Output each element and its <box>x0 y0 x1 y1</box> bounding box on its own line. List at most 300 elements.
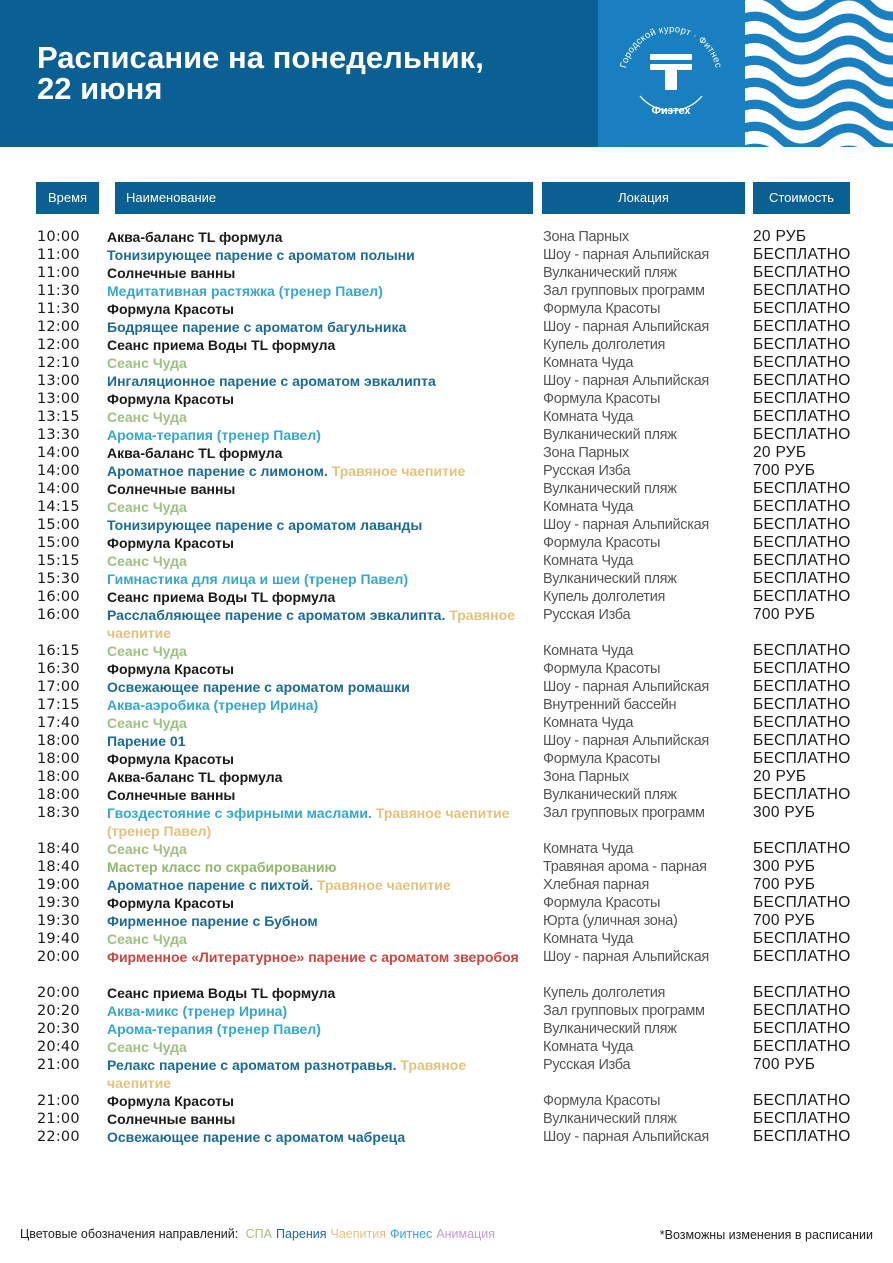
row-cost: БЕСПЛАТНО <box>753 588 851 605</box>
row-location: Формула Красоты <box>543 895 661 911</box>
row-cost: 700 РУБ <box>753 876 816 893</box>
column-header-cost: Стоимость <box>753 182 850 214</box>
row-name <box>107 264 532 282</box>
row-name <box>107 930 532 948</box>
row-name <box>107 480 532 498</box>
row-name <box>107 498 532 516</box>
row-time: 17:15 <box>37 697 80 713</box>
schedule-row <box>0 894 893 912</box>
row-time: 17:00 <box>37 679 80 695</box>
row-cost: БЕСПЛАТНО <box>753 1020 851 1037</box>
row-name-part: Сеанс приема Воды TL формула <box>107 985 336 1001</box>
row-time: 18:00 <box>37 769 80 785</box>
row-time: 15:00 <box>37 535 80 551</box>
row-cost: БЕСПЛАТНО <box>753 516 851 533</box>
schedule-row <box>0 1020 893 1038</box>
row-name <box>107 444 532 462</box>
row-time: 14:00 <box>37 481 80 497</box>
row-time: 13:00 <box>37 373 80 389</box>
row-location: Зал групповых программ <box>543 1003 705 1019</box>
schedule-row <box>0 408 893 426</box>
schedule-row <box>0 930 893 948</box>
row-cost: 20 РУБ <box>753 768 807 785</box>
row-location: Русская Изба <box>543 607 631 623</box>
title-line-1: Расписание на понедельник, <box>37 40 484 75</box>
row-cost: БЕСПЛАТНО <box>753 534 851 551</box>
row-time: 20:30 <box>37 1021 80 1037</box>
row-name <box>107 732 532 750</box>
row-location: Русская Изба <box>543 1057 631 1073</box>
row-time: 13:00 <box>37 391 80 407</box>
schedule-row <box>0 696 893 714</box>
row-name-part: Солнечные ванны <box>107 265 236 281</box>
logo-bottom-text: Физтех <box>651 105 691 117</box>
row-cost: БЕСПЛАТНО <box>753 354 851 371</box>
schedule-row <box>0 480 893 498</box>
changes-note: *Возможны изменения в расписании <box>659 1228 873 1242</box>
row-name-part: Парение 01 <box>107 733 186 749</box>
legend-item: Фитнес <box>389 1227 433 1241</box>
row-cost: БЕСПЛАТНО <box>753 840 851 857</box>
row-location: Комната Чуда <box>543 553 634 569</box>
row-name-part: Аква-микс (тренер Ирина) <box>107 1003 288 1019</box>
row-name <box>107 858 532 876</box>
schedule-row <box>0 768 893 786</box>
row-name <box>107 588 532 606</box>
row-location: Шоу - парная Альпийская <box>543 1129 709 1145</box>
row-location: Формула Красоты <box>543 1093 661 1109</box>
schedule-row <box>0 264 893 282</box>
row-name <box>107 282 532 300</box>
row-name-part: Релакс парение с ароматом разнотравья. <box>107 1057 401 1073</box>
row-name <box>107 840 532 858</box>
row-time: 11:30 <box>37 301 80 317</box>
row-name <box>107 894 532 912</box>
row-location: Зона Парных <box>543 769 629 785</box>
row-time: 18:00 <box>37 787 80 803</box>
row-location: Вулканический пляж <box>543 427 677 443</box>
schedule-row <box>0 804 893 840</box>
row-cost: БЕСПЛАТНО <box>753 930 851 947</box>
schedule-row <box>0 246 893 264</box>
row-name <box>107 606 532 642</box>
schedule-row <box>0 606 893 642</box>
row-name <box>107 984 532 1002</box>
row-location: Вулканический пляж <box>543 1021 677 1037</box>
row-name <box>107 354 532 372</box>
row-name <box>107 768 532 786</box>
row-location: Комната Чуда <box>543 499 634 515</box>
row-name-part: Аква-баланс TL формула <box>107 229 283 245</box>
row-name-part: Формула Красоты <box>107 301 234 317</box>
schedule-row <box>0 462 893 480</box>
row-time: 13:15 <box>37 409 80 425</box>
row-name <box>107 570 532 588</box>
row-location: Шоу - парная Альпийская <box>543 679 709 695</box>
row-location: Шоу - парная Альпийская <box>543 319 709 335</box>
row-cost: БЕСПЛАТНО <box>753 1092 851 1109</box>
schedule-row <box>0 660 893 678</box>
row-cost: БЕСПЛАТНО <box>753 318 851 335</box>
row-name-part: Солнечные ванны <box>107 1111 236 1127</box>
schedule-row <box>0 750 893 768</box>
legend-label: Цветовые обозначения направлений: <box>20 1227 239 1241</box>
schedule-row <box>0 570 893 588</box>
row-cost: БЕСПЛАТНО <box>753 660 851 677</box>
row-name <box>107 228 532 246</box>
row-name-part: Тонизирующее парение с ароматом полыни <box>107 247 415 263</box>
schedule-list <box>0 228 893 1146</box>
schedule-row <box>0 876 893 894</box>
row-name <box>107 642 532 660</box>
row-time: 13:30 <box>37 427 80 443</box>
schedule-row <box>0 336 893 354</box>
row-name-part: Травяное чаепитие <box>331 463 466 479</box>
schedule-row <box>0 228 893 246</box>
row-time: 21:00 <box>37 1111 80 1127</box>
row-name-part: Сеанс Чуда <box>107 499 187 515</box>
row-time: 21:00 <box>37 1093 80 1109</box>
legend-item: Анимация <box>436 1227 495 1241</box>
row-name <box>107 318 532 336</box>
row-location: Вулканический пляж <box>543 1111 677 1127</box>
wave-pattern <box>745 0 893 147</box>
row-name-part: Бодрящее парение с ароматом багульника <box>107 319 407 335</box>
row-name <box>107 948 532 966</box>
row-time: 19:00 <box>37 877 80 893</box>
schedule-row <box>0 426 893 444</box>
schedule-row <box>0 1110 893 1128</box>
row-cost: БЕСПЛАТНО <box>753 642 851 659</box>
row-name <box>107 372 532 390</box>
schedule-row <box>0 282 893 300</box>
row-cost: БЕСПЛАТНО <box>753 408 851 425</box>
row-location: Шоу - парная Альпийская <box>543 733 709 749</box>
row-time: 12:10 <box>37 355 80 371</box>
row-location: Травяная арома - парная <box>543 859 707 875</box>
row-name-part: Сеанс Чуда <box>107 643 187 659</box>
row-name <box>107 1110 532 1128</box>
row-cost: БЕСПЛАТНО <box>753 1038 851 1055</box>
row-location: Формула Красоты <box>543 751 661 767</box>
row-location: Вулканический пляж <box>543 787 677 803</box>
row-name-part: Гимнастика для лица и шеи (тренер Павел) <box>107 571 409 587</box>
row-cost: БЕСПЛАТНО <box>753 894 851 911</box>
row-location: Зона Парных <box>543 445 629 461</box>
row-time: 16:30 <box>37 661 80 677</box>
schedule-row <box>0 642 893 660</box>
row-name-part: Сеанс приема Воды TL формула <box>107 589 336 605</box>
row-location: Вулканический пляж <box>543 481 677 497</box>
row-cost: БЕСПЛАТНО <box>753 246 851 263</box>
row-name <box>107 678 532 696</box>
legend-item: СПА <box>245 1227 273 1241</box>
row-location: Купель долголетия <box>543 589 666 605</box>
row-name-part: Гвоздестояние с эфирными маслами. <box>107 805 376 821</box>
row-location: Формула Красоты <box>543 661 661 677</box>
schedule-row <box>0 354 893 372</box>
color-legend <box>20 1227 503 1241</box>
row-location: Шоу - парная Альпийская <box>543 517 709 533</box>
wave-pattern-icon <box>745 0 893 147</box>
row-location: Зал групповых программ <box>543 283 705 299</box>
row-cost: БЕСПЛАТНО <box>753 336 851 353</box>
schedule-row <box>0 516 893 534</box>
row-name <box>107 912 532 930</box>
title-line-2: 22 июня <box>37 71 163 106</box>
row-location: Юрта (уличная зона) <box>543 913 678 929</box>
row-name-part: Аква-аэробика (тренер Ирина) <box>107 697 319 713</box>
row-name-part: Формула Красоты <box>107 535 234 551</box>
row-name-part: Арома-терапия (тренер Павел) <box>107 1021 321 1037</box>
row-name <box>107 408 532 426</box>
row-name-part: Ароматное парение с лимоном. <box>107 463 332 479</box>
row-name-part: Мастер класс по скрабированию <box>107 859 337 875</box>
schedule-row <box>0 1038 893 1056</box>
row-time: 16:00 <box>37 607 80 623</box>
row-cost: 20 РУБ <box>753 228 807 245</box>
row-name <box>107 1020 532 1038</box>
row-time: 14:00 <box>37 445 80 461</box>
row-name <box>107 714 532 732</box>
row-time: 20:40 <box>37 1039 80 1055</box>
schedule-row <box>0 534 893 552</box>
row-time: 11:30 <box>37 283 80 299</box>
row-cost: 300 РУБ <box>753 804 816 821</box>
row-location: Внутренний бассейн <box>543 697 677 713</box>
row-cost: 20 РУБ <box>753 444 807 461</box>
row-name-part: Сеанс Чуда <box>107 841 187 857</box>
schedule-row <box>0 444 893 462</box>
row-name <box>107 1128 532 1146</box>
row-name-part: Аква-баланс TL формула <box>107 769 283 785</box>
row-time: 10:00 <box>37 229 80 245</box>
row-name-part: Сеанс Чуда <box>107 409 187 425</box>
row-name-part: Освежающее парение с ароматом ромашки <box>107 679 410 695</box>
schedule-row <box>0 786 893 804</box>
schedule-row <box>0 840 893 858</box>
row-location: Шоу - парная Альпийская <box>543 247 709 263</box>
row-cost: 700 РУБ <box>753 606 816 623</box>
legend-item: Чаепития <box>330 1227 386 1241</box>
row-time: 12:00 <box>37 337 80 353</box>
row-time: 20:00 <box>37 985 80 1001</box>
row-name <box>107 390 532 408</box>
schedule-row <box>0 732 893 750</box>
row-location: Формула Красоты <box>543 301 661 317</box>
row-name-part: Травяное чаепитие <box>107 1057 467 1091</box>
row-time: 15:15 <box>37 553 80 569</box>
row-name <box>107 246 532 264</box>
row-time: 18:00 <box>37 751 80 767</box>
row-time: 16:15 <box>37 643 80 659</box>
schedule-row <box>0 858 893 876</box>
row-time: 22:00 <box>37 1129 80 1145</box>
row-name-part: Ароматное парение с пихтой. <box>107 877 317 893</box>
row-location: Комната Чуда <box>543 841 634 857</box>
schedule-row <box>0 984 893 1002</box>
row-name-part: Медитативная растяжка (тренер Павел) <box>107 283 383 299</box>
schedule-row <box>0 318 893 336</box>
row-cost: БЕСПЛАТНО <box>753 786 851 803</box>
schedule-row <box>0 498 893 516</box>
row-location: Вулканический пляж <box>543 265 677 281</box>
row-time: 14:15 <box>37 499 80 515</box>
header-banner <box>0 0 893 147</box>
row-name-part: Сеанс Чуда <box>107 355 187 371</box>
row-cost: БЕСПЛАТНО <box>753 552 851 569</box>
row-cost: БЕСПЛАТНО <box>753 1110 851 1127</box>
row-time: 20:20 <box>37 1003 80 1019</box>
row-cost: БЕСПЛАТНО <box>753 1002 851 1019</box>
row-time: 20:00 <box>37 949 80 965</box>
row-cost: БЕСПЛАТНО <box>753 750 851 767</box>
row-name-part: Расслабляющее парение с ароматом эвкалипта. <box>107 607 450 623</box>
row-time: 11:00 <box>37 265 80 281</box>
row-name-part: Травяное чаепитие <box>375 805 510 821</box>
schedule-row <box>0 588 893 606</box>
row-location: Зона Парных <box>543 229 629 245</box>
row-name-part: Освежающее парение с ароматом чабреца <box>107 1129 406 1145</box>
schedule-row <box>0 714 893 732</box>
row-name-part: Формула Красоты <box>107 391 234 407</box>
row-location: Комната Чуда <box>543 1039 634 1055</box>
row-cost: БЕСПЛАТНО <box>753 480 851 497</box>
logo-ring-text: Городской курорт · Фитнес <box>618 23 724 70</box>
row-cost: БЕСПЛАТНО <box>753 264 851 281</box>
row-name-part: Сеанс Чуда <box>107 931 187 947</box>
row-location: Русская Изба <box>543 463 631 479</box>
row-name-part: Сеанс приема Воды TL формула <box>107 337 336 353</box>
row-location: Купель долголетия <box>543 985 666 1001</box>
row-name-part: Формула Красоты <box>107 1093 234 1109</box>
row-time: 17:40 <box>37 715 80 731</box>
row-cost: БЕСПЛАТНО <box>753 714 851 731</box>
row-time: 11:00 <box>37 247 80 263</box>
row-name <box>107 660 532 678</box>
row-location: Формула Красоты <box>543 391 661 407</box>
row-location: Зал групповых программ <box>543 805 705 821</box>
row-name <box>107 786 532 804</box>
row-name-part: Травяное чаепитие <box>107 607 515 641</box>
row-time: 18:40 <box>37 841 80 857</box>
fiztekh-logo <box>598 0 745 147</box>
row-name <box>107 552 532 570</box>
row-time: 15:30 <box>37 571 80 587</box>
row-time: 14:00 <box>37 463 80 479</box>
row-location: Комната Чуда <box>543 409 634 425</box>
legend-item: Парения <box>276 1227 327 1241</box>
row-cost: 700 РУБ <box>753 912 816 929</box>
row-time: 18:40 <box>37 859 80 875</box>
schedule-row <box>0 948 893 984</box>
row-cost: БЕСПЛАТНО <box>753 678 851 695</box>
row-time: 19:30 <box>37 895 80 911</box>
row-name-part: Сеанс Чуда <box>107 1039 187 1055</box>
row-location: Комната Чуда <box>543 931 634 947</box>
row-name <box>107 1092 532 1110</box>
row-name-part: Сеанс Чуда <box>107 553 187 569</box>
row-name <box>107 336 532 354</box>
svg-text:Городской курорт · Фитнес <box>618 24 724 69</box>
row-time: 19:30 <box>37 913 80 929</box>
row-name-part: Солнечные ванны <box>107 481 236 497</box>
row-location: Хлебная парная <box>543 877 649 893</box>
row-location: Шоу - парная Альпийская <box>543 373 709 389</box>
schedule-row <box>0 1002 893 1020</box>
row-location: Шоу - парная Альпийская <box>543 949 709 965</box>
row-name-part: Аква-баланс TL формула <box>107 445 283 461</box>
row-name <box>107 1056 532 1092</box>
row-name-part: Формула Красоты <box>107 661 234 677</box>
row-cost: БЕСПЛАТНО <box>753 1128 851 1145</box>
row-cost: БЕСПЛАТНО <box>753 696 851 713</box>
row-cost: БЕСПЛАТНО <box>753 948 851 965</box>
row-time: 21:00 <box>37 1057 80 1073</box>
row-cost: БЕСПЛАТНО <box>753 300 851 317</box>
column-header-time: Время <box>36 182 99 214</box>
row-name-part: Ингаляционное парение с ароматом эвкалипта <box>107 373 436 389</box>
schedule-row <box>0 1128 893 1146</box>
row-name <box>107 804 532 840</box>
row-name-part: Арома-терапия (тренер Павел) <box>107 427 321 443</box>
row-name-part: Формула Красоты <box>107 751 234 767</box>
row-cost: БЕСПЛАТНО <box>753 390 851 407</box>
schedule-row <box>0 1092 893 1110</box>
row-time: 18:30 <box>37 805 80 821</box>
row-location: Вулканический пляж <box>543 571 677 587</box>
row-name-part: Травяное чаепитие <box>316 877 451 893</box>
row-location: Комната Чуда <box>543 355 634 371</box>
schedule-row <box>0 372 893 390</box>
row-name-part: Фирменное парение с Бубном <box>107 913 318 929</box>
row-name-part: (тренер Павел) <box>107 823 212 839</box>
schedule-row <box>0 300 893 318</box>
row-cost: 700 РУБ <box>753 1056 816 1073</box>
row-name <box>107 462 532 480</box>
row-cost: БЕСПЛАТНО <box>753 984 851 1001</box>
row-name <box>107 696 532 714</box>
row-cost: БЕСПЛАТНО <box>753 426 851 443</box>
row-time: 12:00 <box>37 319 80 335</box>
row-cost: БЕСПЛАТНО <box>753 732 851 749</box>
row-name-part: Сеанс Чуда <box>107 715 187 731</box>
row-name-part: Солнечные ванны <box>107 787 236 803</box>
row-name <box>107 750 532 768</box>
schedule-row <box>0 912 893 930</box>
row-time: 15:00 <box>37 517 80 533</box>
row-location: Формула Красоты <box>543 535 661 551</box>
row-cost: БЕСПЛАТНО <box>753 498 851 515</box>
row-cost: БЕСПЛАТНО <box>753 282 851 299</box>
legend-items <box>246 1227 499 1241</box>
row-location: Купель долголетия <box>543 337 666 353</box>
row-name <box>107 876 532 894</box>
row-cost: 700 РУБ <box>753 462 816 479</box>
row-name <box>107 300 532 318</box>
row-name <box>107 426 532 444</box>
row-name <box>107 516 532 534</box>
page-title <box>37 42 484 104</box>
row-time: 19:40 <box>37 931 80 947</box>
row-name <box>107 1002 532 1020</box>
column-header-name: Наименование <box>115 182 533 214</box>
logo-mark-icon <box>598 0 745 147</box>
row-time: 16:00 <box>37 589 80 605</box>
row-cost: 300 РУБ <box>753 858 816 875</box>
schedule-row <box>0 1056 893 1092</box>
schedule-row <box>0 552 893 570</box>
